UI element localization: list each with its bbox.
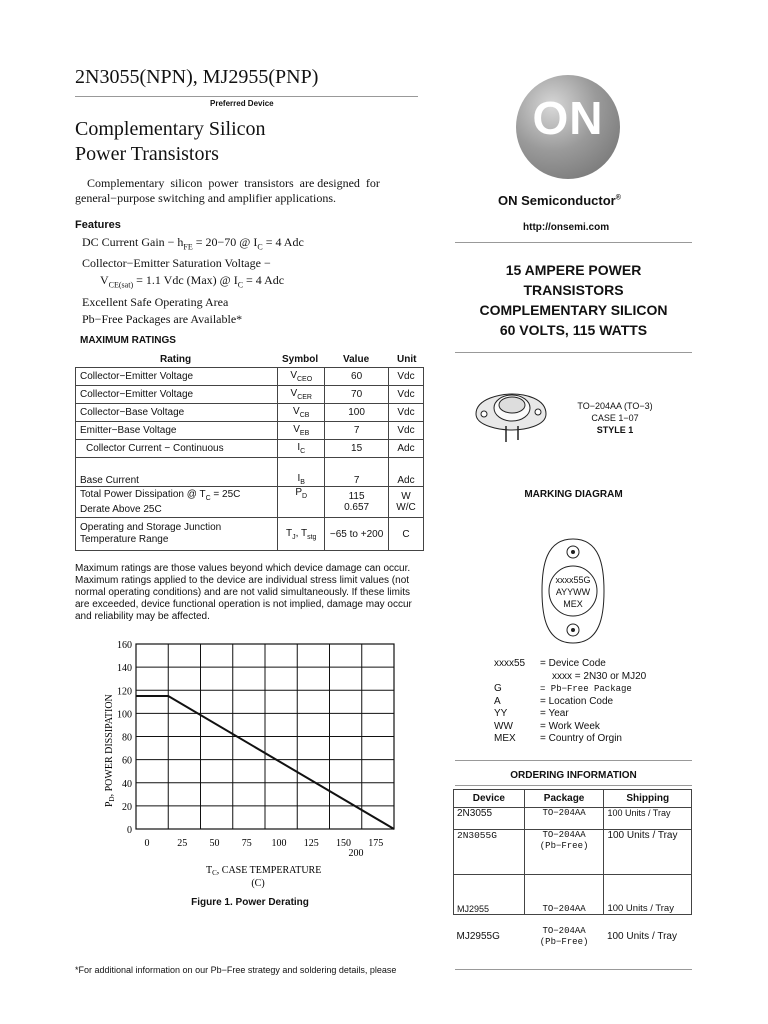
features-heading: Features <box>75 219 121 231</box>
chart-x-ticks <box>145 838 384 859</box>
rule <box>455 760 692 761</box>
chart-x-tick-label: 25 <box>177 838 188 849</box>
marking-line: AYYWW <box>555 587 591 597</box>
title-rule <box>75 96 418 97</box>
to3-package-image <box>472 386 550 444</box>
table-row <box>454 790 692 808</box>
intro-line-2: general−purpose switching and amplifier applications. <box>75 191 337 205</box>
ratings-table <box>75 367 424 551</box>
table-row: MJ2955 TO−204AA 100 Units / Tray <box>454 875 692 915</box>
subtitle-line-2: Power Transistors <box>75 143 219 165</box>
subtitle-line-1: Complementary Silicon <box>75 118 266 140</box>
col-symbol: Symbol <box>282 354 319 365</box>
legend-row: WW = Work Week <box>494 720 600 732</box>
chart-x-tick-label: 75 <box>241 838 252 849</box>
max-ratings-heading: MAXIMUM RATINGS <box>80 335 176 346</box>
package-line: CASE 1−07 <box>591 413 639 423</box>
feature-soa: Excellent Safe Operating Area <box>82 294 229 309</box>
marking-line: xxxx55G <box>555 575 591 585</box>
feature-pb-free: Pb−Free Packages are Available* <box>82 311 243 326</box>
legend-row: xxxx = 2N30 or MJ20 <box>552 670 647 682</box>
table-row: Base Current $I_B$ 7 Adc <box>76 458 424 487</box>
chart-y-tick-label: 80 <box>122 732 132 744</box>
col-rating: Rating <box>160 354 192 365</box>
summary-line: TRANSISTORS <box>523 282 624 298</box>
chart-y-ticks <box>117 640 132 836</box>
package-style: STYLE 1 <box>596 425 634 435</box>
chart-x-tick-label: 200 <box>348 848 364 859</box>
table-row: Operating and Storage Junction Temperature Range $T_J$, $T_{stg}$ −65 to +200 C <box>76 518 424 551</box>
feature-saturation-value: $V_{CE(sat)} = 1.1$ Vdc (Max) @ $I_C = 4$ Adc <box>100 273 285 290</box>
marking-text <box>538 574 608 610</box>
marking-legend <box>494 658 646 746</box>
chart-x-tick-label: 150 <box>336 838 351 849</box>
preferred-device-label: Preferred Device <box>210 99 274 108</box>
chart-x-tick-label: 0 <box>144 838 150 849</box>
chart-y-label: $P_D$, POWER DISSIPATION <box>104 694 116 807</box>
table-row: Total Power Dissipation @ $T_C = 25C$ Derate Above 25C $P_D$ 115 0.657 W W/C <box>76 487 424 518</box>
summary-line: COMPLEMENTARY SILICON <box>479 302 668 318</box>
figure-caption: Figure 1. Power Derating <box>191 897 309 908</box>
subtitle <box>75 117 266 167</box>
max-ratings-note: Maximum ratings are those values beyond which device damage can occur. Maximum ratings applied to the device are individual stress limit values (not normal operating conditions) and are not valid simultaneously. If these limits are exceeded, device functional operation is not implied, damage may occur and reliability may be affected. <box>75 563 412 622</box>
chart-y-tick-label: 60 <box>122 755 132 767</box>
website-link[interactable]: http://onsemi.com <box>523 222 610 233</box>
chart-y-tick-label: 140 <box>117 663 132 675</box>
col-device: Device <box>454 790 525 808</box>
legend-row: MEX = Country of Orgin <box>494 733 622 744</box>
chart-x-unit: (C) <box>251 878 265 889</box>
rule <box>455 242 692 243</box>
legend-row: xxxx55 = Device Code <box>494 658 606 669</box>
features-list <box>82 234 304 328</box>
feature-saturation: Collector−Emitter Saturation Voltage − <box>82 256 271 271</box>
chart-y-tick-label: 0 <box>127 825 132 836</box>
chart-x-tick-label: 50 <box>209 838 220 849</box>
feature-dc-gain: DC Current Gain − $h_{FE} = 20-70$ @ $I_C = 4$ Adc <box>82 235 304 252</box>
legend-row: G = Pb−Free Package <box>494 683 632 694</box>
table-row: Collector Current − Continuous $I_C$ 15 Adc <box>76 440 424 458</box>
legend-row: A = Location Code <box>494 695 614 707</box>
company-name: ON Semiconductor® <box>498 193 621 208</box>
chart-x-label: $T_C$, CASE TEMPERATURE <box>206 865 322 877</box>
table-row: MJ2955G TO−204AA (Pb−Free) 100 Units / Tray <box>456 925 677 947</box>
table-row: Collector−Emitter Voltage $V_{CEO}$ 60 Vdc <box>76 368 424 386</box>
table-row: 2N3055G TO−204AA (Pb−Free) 100 Units / Tray <box>454 830 692 875</box>
page-title: 2N3055(NPN), MJ2955(PNP) <box>75 66 319 88</box>
chart-y-tick-label: 40 <box>122 778 132 790</box>
product-summary <box>455 260 692 340</box>
col-unit: Unit <box>397 354 417 365</box>
chart-y-tick-label: 160 <box>117 640 132 651</box>
ordering-heading: ORDERING INFORMATION <box>510 770 637 781</box>
col-shipping: Shipping <box>604 790 692 808</box>
rule <box>455 785 692 786</box>
ordering-table <box>453 789 692 959</box>
table-row: Collector−Emitter Voltage $V_{CER}$ 70 Vdc <box>76 386 424 404</box>
rule <box>455 969 692 970</box>
rule <box>455 352 692 353</box>
intro-paragraph <box>75 176 410 206</box>
chart-x-tick-label: 175 <box>368 838 384 849</box>
power-derating-chart <box>98 632 418 892</box>
footnote: *For additional information on our Pb−Free strategy and soldering details, please <box>75 965 397 975</box>
chart-x-tick-label: 125 <box>303 838 319 849</box>
col-value: Value <box>343 354 370 365</box>
logo-text: ON <box>532 92 604 144</box>
marking-diagram-heading: MARKING DIAGRAM <box>524 489 623 500</box>
table-row: Collector−Base Voltage $V_{CB}$ 100 Vdc <box>76 404 424 422</box>
package-info <box>555 400 675 436</box>
chart-x-tick-label: 100 <box>271 838 287 849</box>
summary-line: 15 AMPERE POWER <box>505 262 642 278</box>
summary-line: 60 VOLTS, 115 WATTS <box>499 322 648 338</box>
table-row: 2N3055 TO−204AA 100 Units / Tray <box>454 808 692 830</box>
table-row: Emitter−Base Voltage $V_{EB}$ 7 Vdc <box>76 422 424 440</box>
chart-y-tick-label: 120 <box>117 686 132 698</box>
chart-grid <box>136 644 394 829</box>
chart-y-tick-label: 20 <box>122 801 132 813</box>
on-logo <box>516 75 620 179</box>
col-package: Package <box>524 790 604 808</box>
marking-line: MEX <box>563 599 583 609</box>
legend-row: YY = Year <box>494 708 569 719</box>
package-line: TO−204AA (TO−3) <box>577 401 653 411</box>
intro-line-1: Complementary silicon power transistors are designed for <box>87 176 380 190</box>
chart-y-tick-label: 100 <box>117 709 132 721</box>
